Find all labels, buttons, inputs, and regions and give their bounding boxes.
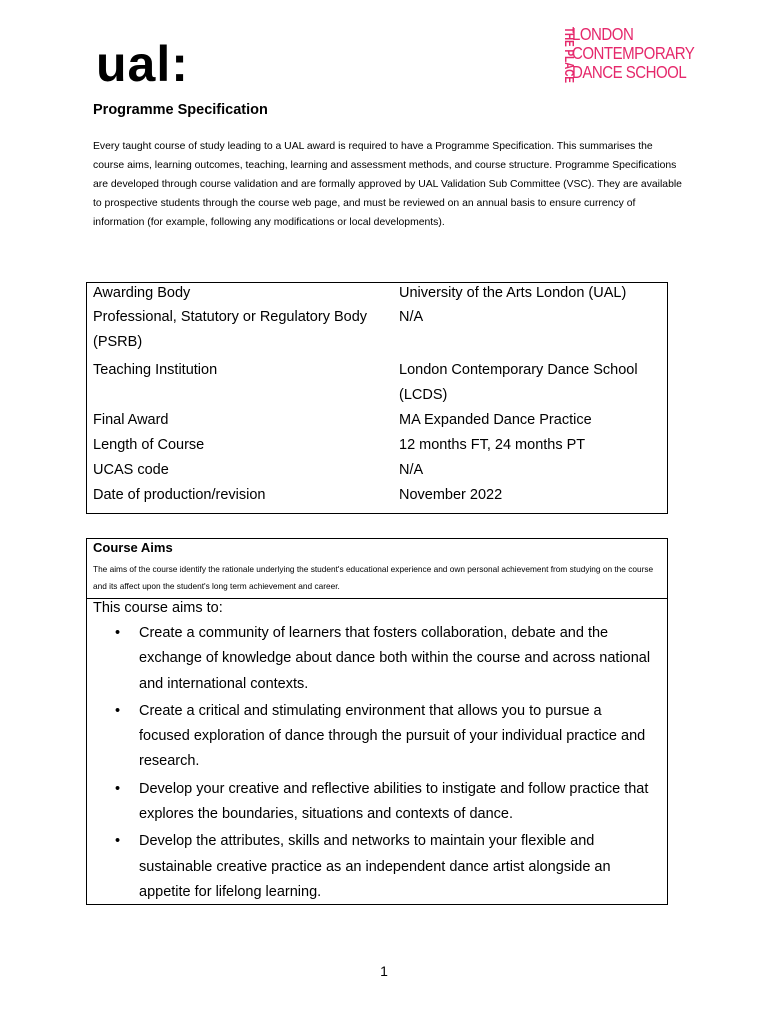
intro-paragraph: Every taught course of study leading to a UAL award is required to have a Programme Specification. This summarises the course aims, learning outcomes, teaching, learning and assessment methods, and course structure. Programme Specifications are developed through course validation and are formally approved by UAL Validation Sub Committee (VSC). They are available to prospective students through the course web page, and must be reviewed on an annual basis to ensure currency of information (for example, following any modifications or local developments). — [93, 141, 682, 228]
row-value: N/A — [399, 309, 424, 325]
page-title: Programme Specification — [93, 102, 268, 118]
list-item — [87, 621, 667, 697]
row-label: Final Award — [93, 412, 169, 428]
row-value: November 2022 — [399, 487, 503, 503]
row-value: N/A — [399, 462, 424, 478]
the-place-text: THE PLACE — [562, 27, 576, 98]
course-aims-heading: Course Aims — [93, 540, 173, 555]
logo-line-dance-school: DANCE SCHOOL — [572, 62, 687, 82]
bullet-icon: • — [115, 780, 121, 797]
logo-line-london: LONDON — [572, 24, 634, 44]
ual-logo: ual: — [96, 36, 189, 92]
course-aims-description: The aims of the course identify the rationale underlying the student's educational experience and own personal achievement from studying on the course and its affect upon the student's long term achievement and career. — [93, 564, 654, 591]
row-label: Professional, Statutory or Regulatory Body (PSRB) — [93, 309, 368, 350]
list-item — [87, 829, 667, 905]
row-label: Teaching Institution — [93, 362, 218, 378]
course-aims-header — [86, 538, 668, 599]
row-label: Length of Course — [93, 437, 205, 453]
list-item — [87, 777, 667, 828]
list-item-text: Develop your creative and reflective abilities to instigate and follow practice that explores the boundaries, situations and contexts of dance. — [139, 780, 649, 823]
bullet-icon: • — [115, 625, 121, 641]
row-label: Date of production/revision — [93, 487, 266, 503]
the-place-vertical-wordmark — [552, 26, 576, 98]
row-value: London Contemporary Dance School (LCDS) — [399, 362, 638, 403]
list-item-text: Develop the attributes, skills and networks to maintain your flexible and sustainable creative practice as an independent dance artist alongside an appetite for lifelong learning. — [139, 833, 611, 900]
row-label: UCAS code — [93, 462, 169, 478]
bullet-icon: • — [115, 833, 121, 850]
list-item-text: Create a community of learners that fosters collaboration, debate and the exchange of knowledge about dance both within the course and across national and international contexts. — [139, 625, 651, 692]
row-label: Awarding Body — [93, 285, 191, 301]
list-item — [87, 699, 667, 775]
course-aims-intro: This course aims to: — [93, 600, 223, 616]
course-aims-list — [87, 621, 667, 907]
course-aims-body — [86, 598, 668, 905]
row-value: MA Expanded Dance Practice — [399, 412, 592, 428]
row-value: University of the Arts London (UAL) — [399, 285, 627, 301]
logo-line-contemporary: CONTEMPORARY — [572, 43, 695, 63]
course-info-table — [86, 282, 668, 514]
page-number: 1 — [380, 963, 388, 979]
row-value: 12 months FT, 24 months PT — [399, 437, 586, 453]
bullet-icon: • — [115, 702, 121, 719]
the-place-lcds-logo — [552, 24, 695, 98]
list-item-text: Create a critical and stimulating environment that allows you to pursue a focused exploration of dance through the pursuit of your individual practice and research. — [139, 702, 646, 770]
